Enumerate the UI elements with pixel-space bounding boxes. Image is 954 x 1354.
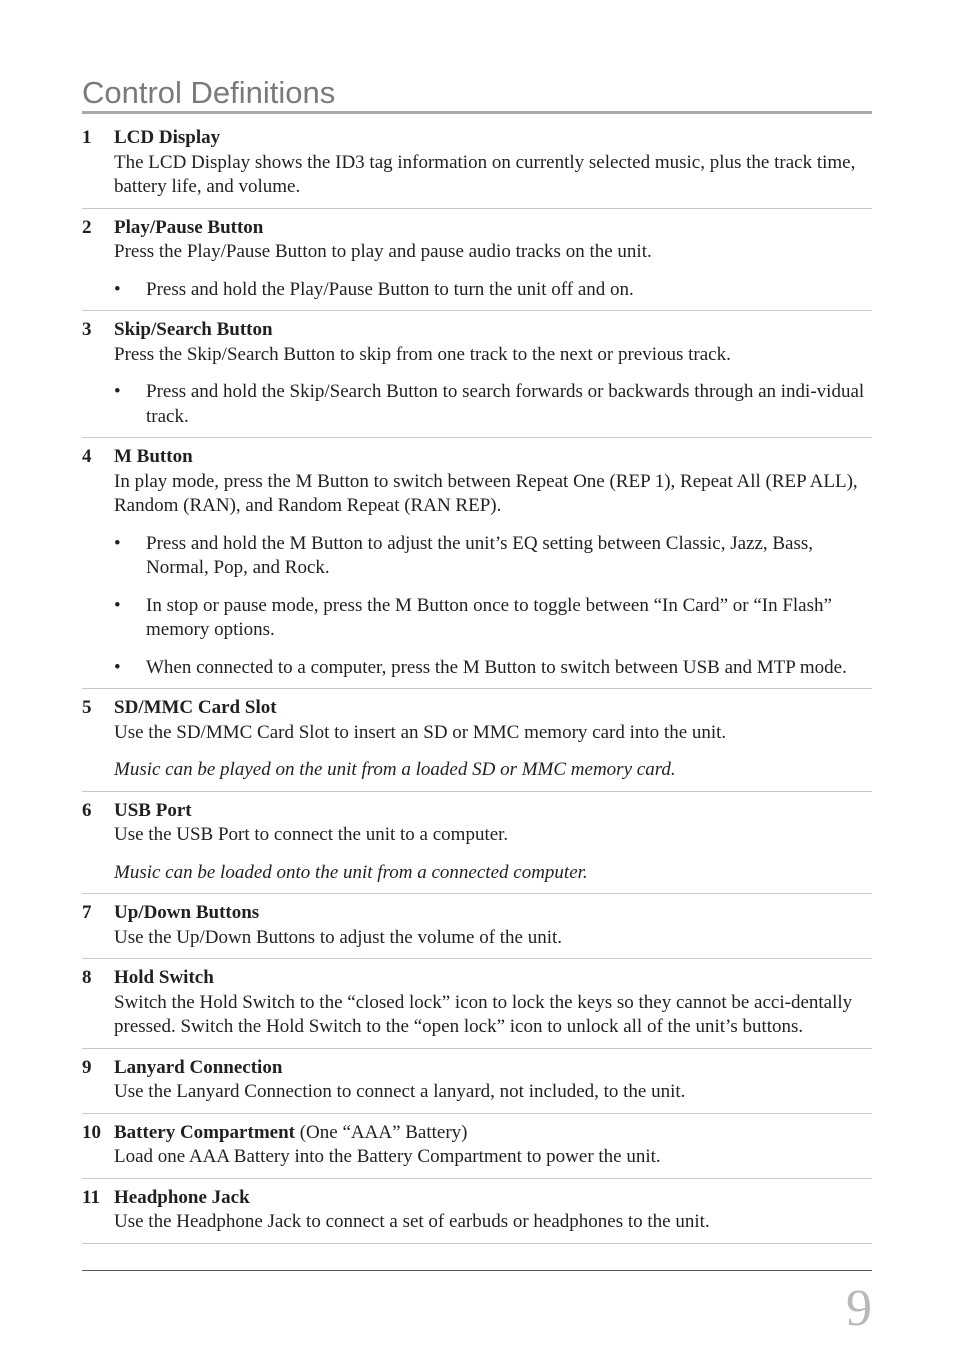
definition-section [82, 1056, 872, 1114]
bullet-text: Press and hold the Play/Pause Button to turn the unit off and on. [146, 278, 634, 300]
section-content [114, 696, 872, 783]
section-heading: Up/Down Buttons [114, 902, 260, 923]
section-number: 2 [82, 216, 92, 238]
section-heading-line [114, 901, 872, 926]
section-content [114, 1121, 872, 1170]
section-description: In play mode, press the M Button to switch between Repeat One (REP 1), Repeat All (REP ALL), Random (RAN), and Random Repeat (RAN REP). [114, 470, 858, 516]
page-title: Control Definitions [82, 75, 336, 110]
bullet-text: Press and hold the Skip/Search Button to search forwards or backwards through an indi-vidual track. [146, 381, 865, 427]
section-number: 3 [82, 319, 92, 340]
section-description: Press the Skip/Search Button to skip from one track to the next or previous track. [114, 343, 731, 365]
section-content [114, 1056, 872, 1105]
bullet-item [114, 656, 872, 681]
section-heading-line [114, 318, 872, 343]
definition-section [82, 318, 872, 438]
section-heading: Lanyard Connection [114, 1056, 283, 1078]
section-content [114, 901, 872, 950]
section-note: Music can be loaded onto the unit from a connected computer. [114, 861, 588, 883]
definition-section [82, 799, 872, 895]
section-heading-line [114, 126, 872, 151]
bullet-item [114, 380, 872, 429]
section-heading-line [114, 696, 872, 721]
section-heading: M Button [114, 446, 193, 467]
section-description: Switch the Hold Switch to the “closed lock” icon to lock the keys so they cannot be acci-dentally pressed. Switch the Hold Switch to the “open lock” icon to unlock all of the unit’s buttons. [114, 991, 853, 1037]
definition-section [82, 126, 872, 209]
section-heading-line [114, 1056, 872, 1081]
section-heading: USB Port [114, 799, 192, 821]
section-heading-line [114, 445, 872, 470]
section-note: Music can be played on the unit from a loaded SD or MMC memory card. [114, 759, 676, 780]
section-content [114, 445, 872, 680]
section-heading-note: (One “AAA” Battery) [294, 1121, 468, 1143]
section-heading-line [114, 799, 872, 824]
section-heading: Play/Pause Button [114, 216, 264, 238]
section-heading: Headphone Jack [114, 1186, 250, 1208]
section-heading: SD/MMC Card Slot [114, 697, 277, 718]
section-number: 6 [82, 799, 92, 821]
definition-section [82, 1121, 872, 1179]
bullet-icon: • [114, 532, 121, 554]
section-number: 7 [82, 902, 92, 923]
bullet-item [114, 594, 872, 643]
definition-section [82, 696, 872, 792]
section-heading-line [114, 1121, 872, 1146]
page-number: 9 [846, 1280, 872, 1337]
section-heading-line [114, 966, 872, 991]
section-description: Load one AAA Battery into the Battery Compartment to power the unit. [114, 1146, 661, 1167]
section-description: Use the Lanyard Connection to connect a lanyard, not included, to the unit. [114, 1081, 686, 1102]
bullet-text: Press and hold the M Button to adjust the unit’s EQ setting between Classic, Jazz, Bass, Normal, Pop, and Rock. [146, 532, 814, 578]
section-content [114, 966, 872, 1040]
section-number: 1 [82, 127, 92, 148]
section-heading: Battery Compartment [114, 1121, 295, 1143]
control-definitions-list [82, 126, 872, 1251]
footer-divider [82, 1270, 872, 1271]
bullet-icon: • [114, 381, 121, 402]
definition-section [82, 1186, 872, 1244]
section-heading-line [114, 1186, 872, 1211]
bullet-text: When connected to a computer, press the M Button to switch between USB and MTP mode. [146, 656, 847, 678]
bullet-icon: • [114, 594, 121, 616]
section-content [114, 1186, 872, 1235]
section-heading: LCD Display [114, 127, 221, 148]
bullet-item [114, 278, 872, 303]
section-content [114, 799, 872, 886]
section-heading-line [114, 216, 872, 241]
section-heading: Skip/Search Button [114, 319, 273, 340]
section-content [114, 318, 872, 429]
bullet-text: In stop or pause mode, press the M Button once to toggle between “In Card” or “In Flash” memory options. [146, 594, 832, 640]
section-number: 9 [82, 1056, 92, 1078]
section-content [114, 126, 872, 200]
section-description: Use the Up/Down Buttons to adjust the volume of the unit. [114, 926, 563, 948]
section-description: Use the USB Port to connect the unit to a computer. [114, 824, 509, 845]
section-content [114, 216, 872, 303]
definition-section [82, 901, 872, 959]
section-number: 11 [82, 1186, 100, 1208]
definition-section [82, 966, 872, 1049]
section-description: Use the SD/MMC Card Slot to insert an SD or MMC memory card into the unit. [114, 721, 727, 743]
section-heading: Hold Switch [114, 967, 214, 988]
bullet-icon: • [114, 656, 121, 678]
definition-section [82, 445, 872, 689]
bullet-item [114, 532, 872, 581]
title-divider [82, 111, 872, 114]
section-description: Press the Play/Pause Button to play and pause audio tracks on the unit. [114, 241, 652, 262]
section-number: 5 [82, 697, 92, 718]
section-description: The LCD Display shows the ID3 tag information on currently selected music, plus the track time, battery life, and volume. [114, 151, 856, 197]
definition-section [82, 216, 872, 312]
section-number: 10 [82, 1121, 101, 1143]
section-number: 8 [82, 967, 92, 988]
section-number: 4 [82, 446, 92, 467]
bullet-icon: • [114, 278, 121, 300]
section-description: Use the Headphone Jack to connect a set of earbuds or headphones to the unit. [114, 1211, 710, 1232]
